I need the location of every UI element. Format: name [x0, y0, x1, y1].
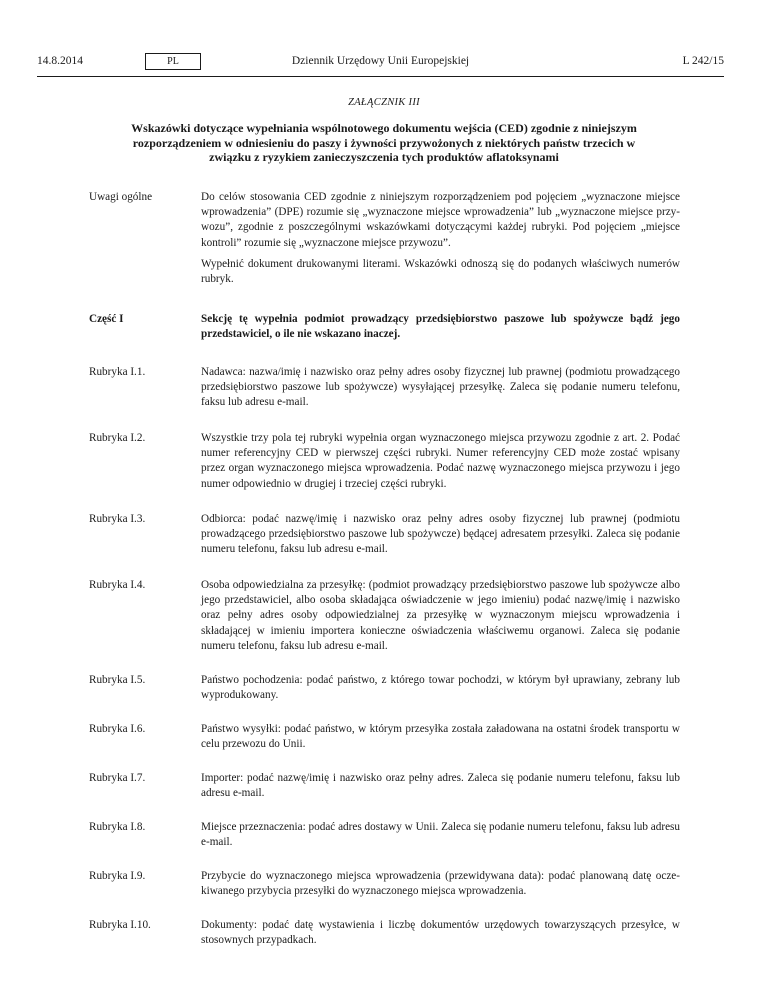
section-label: Rubryka I.7. [89, 772, 146, 784]
paragraph: Wszystkie trzy pola tej rubryki wypełnia organ wyznaczonego miejsca przywozu zgodnie z art. 2. Podać numer referencyjny CED w pierwszej części rubryki. Numer referencyjny CED może zostać wpisany przez organ wyznaczonego miejsca wprowadzenia. Podać nazwę wyznaczonego miejsca przywozu i jego numer odpowiednio w drugiej i trzeciej części rubryki. [201, 432, 680, 490]
section-label: Rubryka I.4. [89, 579, 146, 591]
section-body [201, 673, 680, 709]
journal-title: Dziennik Urzędowy Unii Europejskiej [291, 55, 470, 67]
paragraph: Do celów stosowania CED zgodnie z niniejszym rozporządzeniem pod pojęciem „wyznaczone miejsce wprowadzenia” (DPE) rozumie się „wyznaczone miejsce wprowadzenia” lub „wyznaczone miejsce przywozu”, zgodnie z poszczególnymi wskazówkami dotyczącymi każdej rubryki. Pod pojęciem „miejsce kontroli” rozumie się „wyznaczone miejsce przywozu”. [201, 191, 680, 249]
annex-heading: ZAŁĄCZNIK III [348, 97, 420, 108]
section-label: Uwagi ogólne [89, 191, 153, 203]
section-label: Rubryka I.3. [89, 513, 146, 525]
section-label: Rubryka I.6. [89, 723, 146, 735]
paragraph: Odbiorca: podać nazwę/imię i nazwisko oraz pełny adres osoby fizycznej lub prawnej (podmiotu prowadzącego przedsiębiorstwo paszowe lub spożywcze) będącej adresatem przesyłki. Zaleca się podanie numeru telefonu, faksu lub adresu e-mail. [201, 513, 680, 556]
section-body [201, 771, 680, 807]
paragraph: Miejsce przeznaczenia: podać adres dostawy w Unii. Zaleca się podanie numeru telefonu, faksu lub adresu e-mail. [201, 821, 680, 849]
section-body [201, 722, 680, 758]
section-label: Rubryka I.8. [89, 821, 146, 833]
section-body [201, 578, 680, 660]
paragraph: Osoba odpowiedzialna za przesyłkę: (podmiot prowadzący przedsiębiorstwo paszowe lub spożywcze albo jego przedstawiciel, albo osoba składająca oświadczenie w jego imieniu) podać nazwę/imię i nazwisko oraz pełny adres osoby odpowiedzialnej za przesyłkę w wyznaczonym miejscu wprowadzenia i składającej w imieniu importera konieczne oświadczenia właściwemu organowi. Zaleca się podanie numeru telefonu, faksu lub adresu e-mail. [201, 579, 680, 652]
paragraph: Nadawca: nazwa/imię i nazwisko oraz pełny adres osoby fizycznej lub prawnej (podmiotu prowadzącego przedsiębiorstwo paszowe lub spożywcze) wysyłającej przesyłkę. Zaleca się podanie numeru telefonu, faksu lub adresu e-mail. [201, 366, 680, 409]
header-rule [37, 76, 724, 77]
section-body [201, 190, 680, 293]
header-date: 14.8.2014 [37, 55, 83, 67]
section-body [201, 512, 680, 564]
section-body [201, 918, 680, 954]
section-label: Rubryka I.2. [89, 432, 146, 444]
paragraph: Przybycie do wyznaczonego miejsca wprowadzenia (przewidywana data): podać planowaną datę oczekiwanego przybycia przesyłki do wyznaczonego miejsca wprowadzenia. [201, 870, 680, 898]
section-body [201, 820, 680, 856]
section-label: Część I [89, 313, 124, 325]
language-badge: PL [145, 53, 201, 70]
page-number: L 242/15 [682, 55, 724, 67]
section-body [201, 869, 680, 905]
section-label: Rubryka I.5. [89, 674, 146, 686]
document-title: Wskazówki dotyczące wypełniania wspólnotowego dokumentu wejścia (CED) zgodnie z niniejszym rozporządzeniem w odniesieniu do paszy i żywności przywożonych z niektórych państw trzecich w związku z ryzykiem zanieczyszczenia tych produktów aflatoksynami [131, 121, 637, 164]
section-body [201, 312, 680, 348]
paragraph: Importer: podać nazwę/imię i nazwisko oraz pełny adres. Zaleca się podanie numeru telefonu, faksu lub adresu e-mail. [201, 772, 680, 800]
paragraph: Sekcję tę wypełnia podmiot prowadzący przedsiębiorstwo paszowe lub spożywcze bądź jego przedstawiciel, o ile nie wskazano inaczej. [201, 313, 680, 341]
paragraph: Państwo pochodzenia: podać państwo, z którego towar pochodzi, w którym był uprawiany, zebrany lub wyprodukowany. [201, 674, 680, 702]
section-label: Rubryka I.1. [89, 366, 146, 378]
paragraph: Wypełnić dokument drukowanymi literami. Wskazówki odnoszą się do podanych właściwych numerów rubryk. [201, 257, 680, 286]
section-label: Rubryka I.10. [89, 919, 151, 931]
paragraph: Państwo wysyłki: podać państwo, w którym przesyłka została załadowana na ostatni środek transportu w celu przewozu do Unii. [201, 723, 680, 751]
section-label: Rubryka I.9. [89, 870, 146, 882]
section-body [201, 431, 680, 498]
section-body [201, 365, 680, 417]
page-header [37, 51, 724, 73]
paragraph: Dokumenty: podać datę wystawienia i liczbę dokumentów urzędowych towarzyszących przesyłce, w stosownych przypadkach. [201, 919, 680, 947]
